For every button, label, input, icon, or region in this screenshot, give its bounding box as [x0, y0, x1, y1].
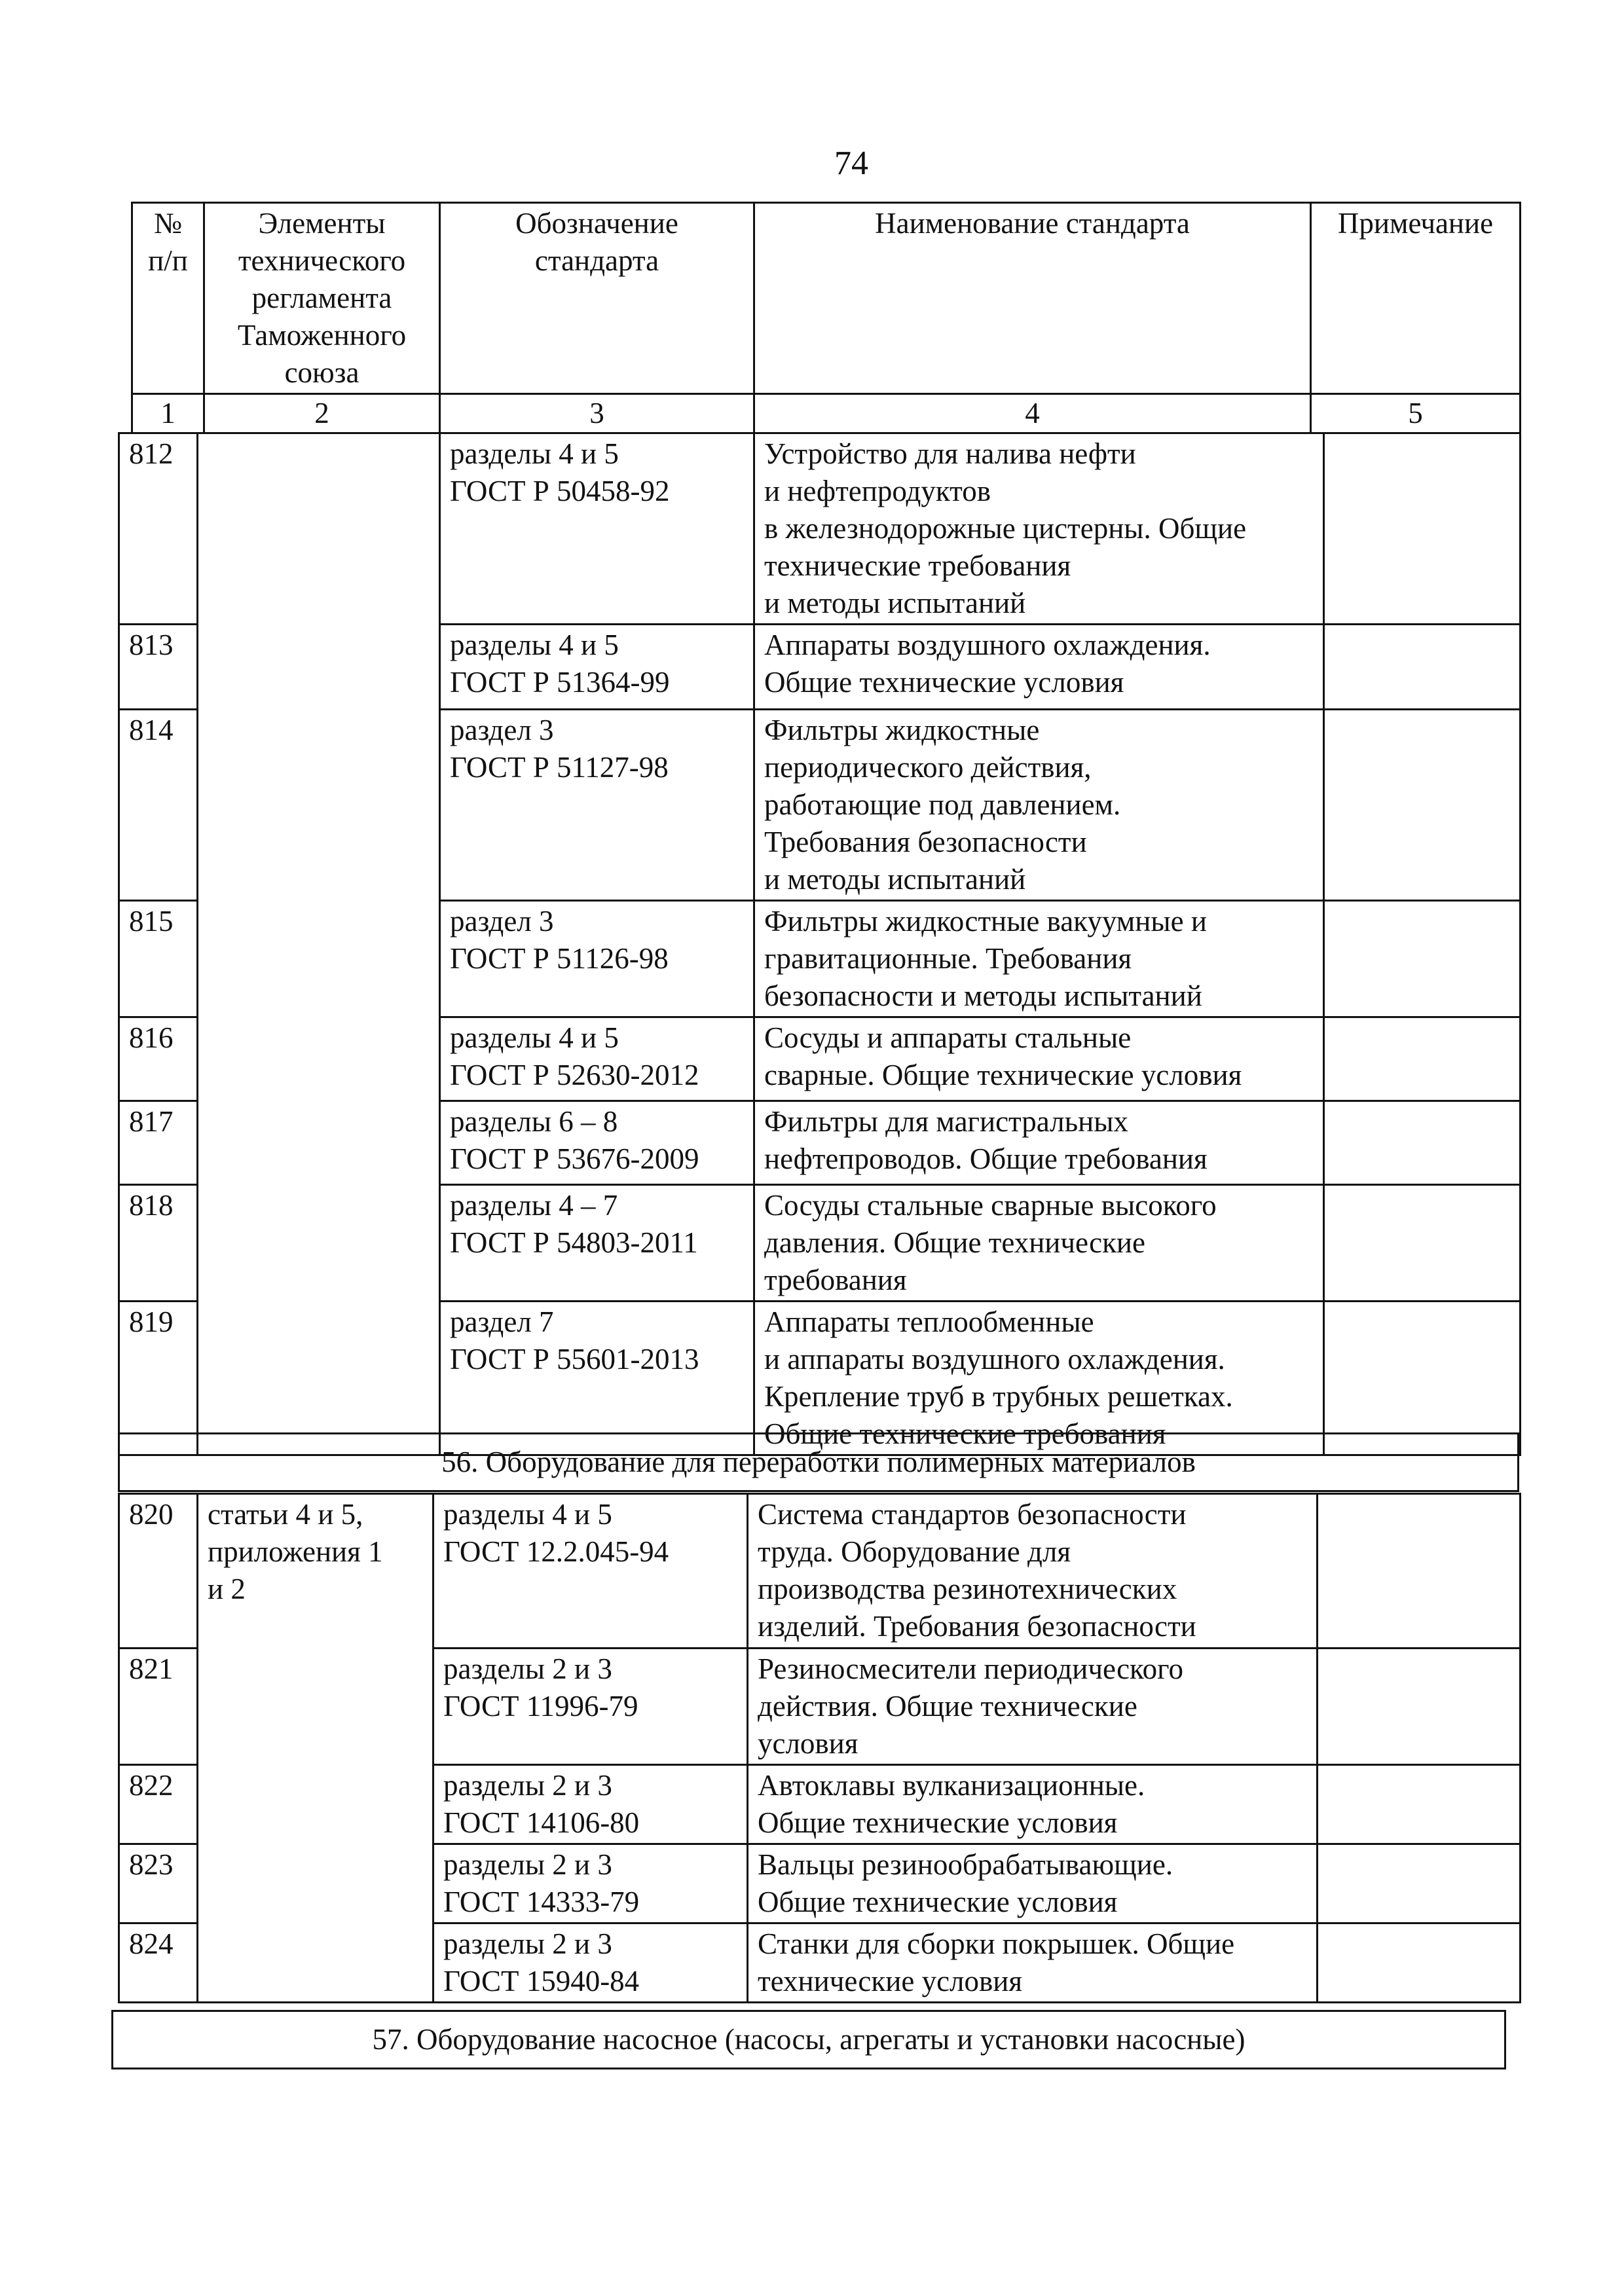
- row-num: 813: [119, 625, 198, 710]
- row-designation: разделы 4 и 5 ГОСТ Р 51364-99: [440, 625, 754, 710]
- table-header: [131, 202, 1521, 434]
- row-num: 823: [119, 1844, 198, 1923]
- header-element: Элементы технического регламента Таможенного союза: [204, 203, 440, 394]
- page-number: 74: [834, 145, 868, 182]
- row-note: [1318, 1844, 1521, 1923]
- row-standard-name: Резиносмесители периодического действия. Общие технические условия: [748, 1649, 1318, 1765]
- row-num: 824: [119, 1923, 198, 2003]
- section-57-heading: [111, 2010, 1506, 2069]
- header-designation: Обозначение стандарта: [440, 203, 754, 394]
- row-note: [1324, 710, 1521, 901]
- row-num: 812: [119, 433, 198, 625]
- row-designation: разделы 4 и 5 ГОСТ Р 52630-2012: [440, 1017, 754, 1101]
- row-standard-name: Вальцы резинообрабатывающие. Общие технические условия: [748, 1844, 1318, 1923]
- row-standard-name: Фильтры для магистральных нефтепроводов. Общие требования: [754, 1101, 1324, 1185]
- row-num: 820: [119, 1494, 198, 1649]
- row-standard-name: Фильтры жидкостные вакуумные и гравитационные. Требования безопасности и методы испытаний: [754, 901, 1324, 1017]
- table-row: [119, 433, 1521, 625]
- header-name: Наименование стандарта: [754, 203, 1311, 394]
- row-note: [1324, 625, 1521, 710]
- row-designation: разделы 2 и 3 ГОСТ 14106-80: [434, 1765, 748, 1844]
- row-num: 814: [119, 710, 198, 901]
- column-number-row: [132, 394, 1521, 433]
- header-note: Примечание: [1311, 203, 1521, 394]
- row-designation: разделы 4 – 7 ГОСТ Р 54803-2011: [440, 1185, 754, 1302]
- row-standard-name: Фильтры жидкостные периодического действия, работающие под давлением. Требования безопасности и методы испытаний: [754, 710, 1324, 901]
- row-num: 815: [119, 901, 198, 1017]
- row-note: [1324, 901, 1521, 1017]
- section-56-heading: [118, 1432, 1519, 1492]
- row-note: [1318, 1765, 1521, 1844]
- row-designation: разделы 6 – 8 ГОСТ Р 53676-2009: [440, 1101, 754, 1185]
- column-number: 2: [204, 394, 440, 433]
- row-standard-name: Станки для сборки покрышек. Общие технические условия: [748, 1923, 1318, 2003]
- row-note: [1318, 1923, 1521, 2003]
- element-cell-empty: [198, 433, 440, 1455]
- row-standard-name: Сосуды и аппараты стальные сварные. Общие технические условия: [754, 1017, 1324, 1101]
- column-number: 5: [1311, 394, 1521, 433]
- row-element: статьи 4 и 5, приложения 1 и 2: [198, 1494, 434, 2003]
- row-designation: разделы 2 и 3 ГОСТ 15940-84: [434, 1923, 748, 2003]
- row-note: [1324, 1185, 1521, 1302]
- row-designation: разделы 2 и 3 ГОСТ 14333-79: [434, 1844, 748, 1923]
- row-num: 819: [119, 1302, 198, 1455]
- row-note: [1318, 1494, 1521, 1649]
- row-num: 821: [119, 1649, 198, 1765]
- standards-table-part-2: [118, 1493, 1521, 2003]
- header-row: [132, 203, 1521, 394]
- row-num: 816: [119, 1017, 198, 1101]
- row-note: [1324, 433, 1521, 625]
- row-standard-name: Автоклавы вулканизационные. Общие технические условия: [748, 1765, 1318, 1844]
- row-num: 817: [119, 1101, 198, 1185]
- table-row: [119, 1494, 1521, 1649]
- row-note: [1318, 1649, 1521, 1765]
- row-standard-name: Сосуды стальные сварные высокого давления. Общие технические требования: [754, 1185, 1324, 1302]
- row-note: [1324, 1101, 1521, 1185]
- column-number: 3: [440, 394, 754, 433]
- row-designation: разделы 4 и 5 ГОСТ 12.2.045-94: [434, 1494, 748, 1649]
- row-designation: раздел 3 ГОСТ Р 51126-98: [440, 901, 754, 1017]
- column-number: 4: [754, 394, 1311, 433]
- section-title: 56. Оборудование для переработки полимерных материалов: [119, 1434, 1519, 1491]
- row-designation: раздел 3 ГОСТ Р 51127-98: [440, 710, 754, 901]
- row-standard-name: Аппараты воздушного охлаждения. Общие технические условия: [754, 625, 1324, 710]
- row-standard-name: Система стандартов безопасности труда. Оборудование для производства резинотехнических изделий. Требования безопасности: [748, 1494, 1318, 1649]
- standards-table-part-1: [118, 432, 1521, 1456]
- row-designation: разделы 4 и 5 ГОСТ Р 50458-92: [440, 433, 754, 625]
- column-number: 1: [132, 394, 204, 433]
- header-num: № п/п: [132, 203, 204, 394]
- row-num: 818: [119, 1185, 198, 1302]
- row-designation: разделы 2 и 3 ГОСТ 11996-79: [434, 1649, 748, 1765]
- section-title: 57. Оборудование насосное (насосы, агрегаты и установки насосные): [113, 2011, 1505, 2069]
- row-note: [1324, 1017, 1521, 1101]
- row-standard-name: Устройство для налива нефти и нефтепродуктов в железнодорожные цистерны. Общие технические требования и методы испытаний: [754, 433, 1324, 625]
- row-designation: раздел 7 ГОСТ Р 55601-2013: [440, 1302, 754, 1455]
- row-standard-name: Аппараты теплообменные и аппараты воздушного охлаждения. Крепление труб в трубных решетках. Общие технические требования: [754, 1302, 1324, 1455]
- row-num: 822: [119, 1765, 198, 1844]
